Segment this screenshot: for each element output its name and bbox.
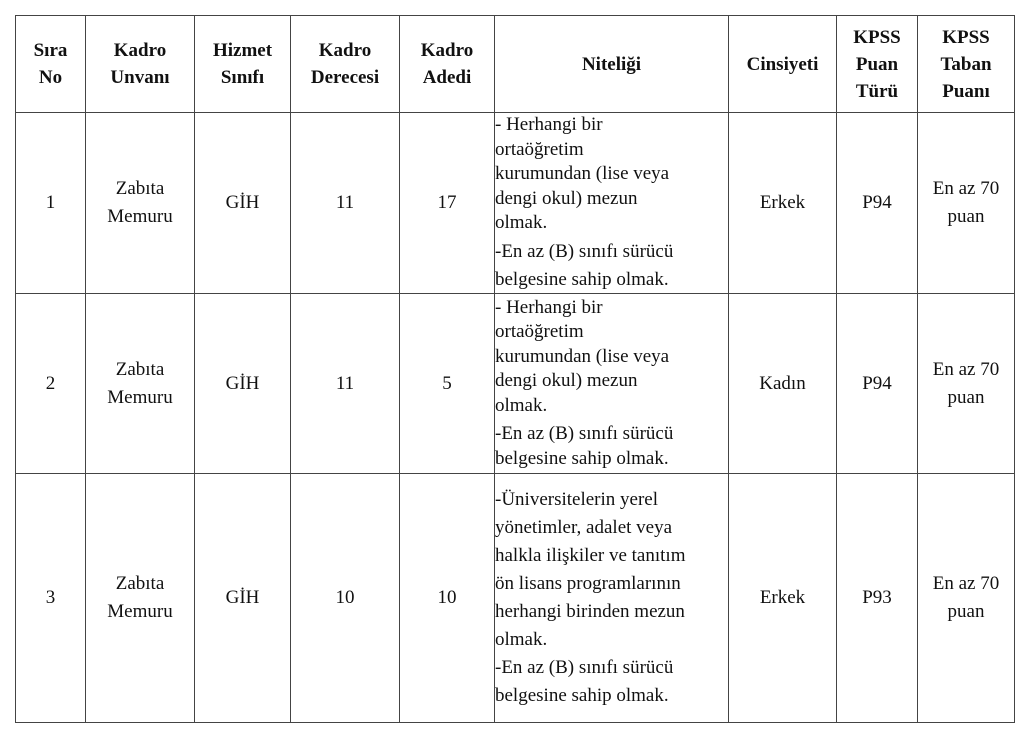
header-cinsiyeti: Cinsiyeti [729,16,837,113]
cell-sira-no: 3 [16,474,86,723]
cell-niteligi: -Üniversitelerin yerel yönetimler, adalet veya halkla ilişkiler ve tanıtım ön lisans programlarının herhangi birinden mezun olmak. -En az (B) sınıfı sürücü belgesine sahip olmak. [495,474,729,723]
cell-kadro-derecesi: 10 [291,474,400,723]
table-row [16,474,1015,723]
header-row [16,16,1015,113]
cell-kadro-derecesi: 11 [291,294,400,474]
cell-kpss-puan-turu: P94 [837,294,918,474]
cell-kadro-unvani: Zabıta Memuru [86,474,195,723]
header-kadro-derecesi: Kadro Derecesi [291,16,400,113]
cell-cinsiyeti: Erkek [729,113,837,294]
cell-hizmet-sinifi: GİH [195,474,291,723]
cell-kadro-derecesi: 11 [291,113,400,294]
cell-kadro-unvani: Zabıta Memuru [86,294,195,474]
cell-sira-no: 1 [16,113,86,294]
header-kadro-adedi: Kadro Adedi [400,16,495,113]
header-kpss-puan-turu: KPSS Puan Türü [837,16,918,113]
header-niteligi: Niteliği [495,16,729,113]
cell-kpss-taban-puani: En az 70 puan [918,294,1015,474]
cell-hizmet-sinifi: GİH [195,294,291,474]
cell-kpss-puan-turu: P94 [837,113,918,294]
cell-kadro-unvani: Zabıta Memuru [86,113,195,294]
cell-kpss-puan-turu: P93 [837,474,918,723]
cell-niteligi: - Herhangi bir ortaöğretim kurumundan (lise veya dengi okul) mezun olmak. -En az (B) sınıfı sürücü belgesine sahip olmak. [495,294,729,474]
cell-kadro-adedi: 17 [400,113,495,294]
header-kpss-taban-puani: KPSS Taban Puanı [918,16,1015,113]
cell-kadro-adedi: 10 [400,474,495,723]
table-row [16,294,1015,474]
header-sira-no: Sıra No [16,16,86,113]
cell-niteligi: - Herhangi bir ortaöğretim kurumundan (lise veya dengi okul) mezun olmak. -En az (B) sınıfı sürücü belgesine sahip olmak. [495,113,729,294]
kadro-table [15,15,1015,723]
table-row [16,113,1015,294]
cell-hizmet-sinifi: GİH [195,113,291,294]
cell-cinsiyeti: Erkek [729,474,837,723]
cell-kpss-taban-puani: En az 70 puan [918,474,1015,723]
header-hizmet-sinifi: Hizmet Sınıfı [195,16,291,113]
cell-kadro-adedi: 5 [400,294,495,474]
cell-sira-no: 2 [16,294,86,474]
cell-cinsiyeti: Kadın [729,294,837,474]
header-kadro-unvani: Kadro Unvanı [86,16,195,113]
cell-kpss-taban-puani: En az 70 puan [918,113,1015,294]
